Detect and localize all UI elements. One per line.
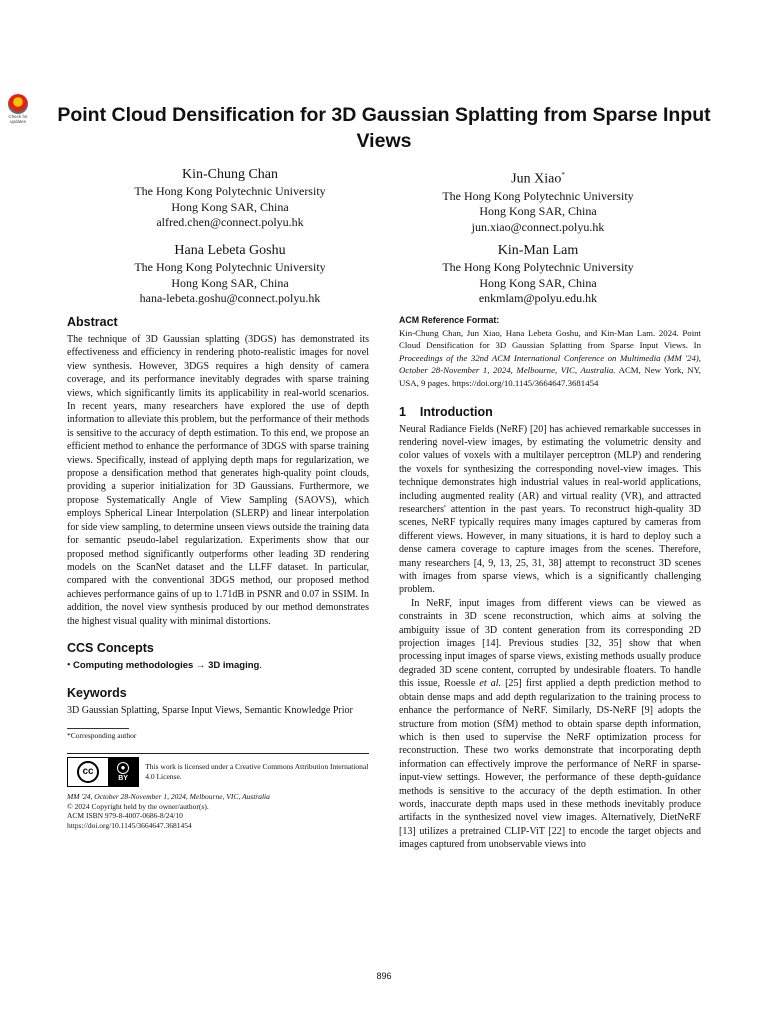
keywords-text: 3D Gaussian Splatting, Sparse Input Views, Semantic Knowledge Prior bbox=[67, 705, 353, 717]
creative-commons-by-logo[interactable] bbox=[67, 757, 139, 787]
ccs-bullet: • bbox=[67, 659, 71, 671]
ccs-item bbox=[67, 659, 369, 672]
abstract-heading: Abstract bbox=[67, 315, 118, 329]
acm-reference-heading: ACM Reference Format: bbox=[399, 315, 500, 325]
license-text: This work is licensed under a Creative Commons Attribution International 4.0 License. bbox=[145, 761, 369, 781]
introduction-paragraph-1: Neural Radiance Fields (NeRF) [20] has achieved remarkable successes in rendering novel-view images, by estimating the volumetric density and color values of voxels with a multilayer perceptron (MLP) and rendering the voxels for synthesizing the corresponding novel-view images. This technique demonstrates high industrial values in real-world applications, including augmented reality (AR) and virtual reality (VR), and attracted researchers' attention in the past years. To reconstruct high-quality 3D scenes, NeRF typically requires many images captured by cameras from different views. However, in many situations, it is hard to deploy such a dense camera coverage to capture images from the scenes. Therefore, many researchers [4, 9, 13, 25, 31, 38] attempt to reconstruct 3D scenes with images from sparse views, which is a significantly challenging problem. bbox=[399, 423, 701, 596]
author-name: Jun Xiao bbox=[511, 171, 562, 187]
ccs-concept: Computing methodologies → 3D imaging bbox=[73, 659, 260, 671]
acm-reference bbox=[399, 314, 701, 390]
license-divider bbox=[67, 753, 369, 754]
badge-text-line1: Check for bbox=[8, 114, 28, 119]
paper-title: Point Cloud Densification for 3D Gaussian Splatting from Sparse Input Views bbox=[57, 104, 711, 152]
author-affiliation: The Hong Kong Polytechnic University bbox=[134, 260, 326, 274]
author-email: enkmlam@polyu.edu.hk bbox=[478, 291, 598, 305]
author-name: Kin-Chung Chan bbox=[181, 167, 279, 182]
footnote-divider bbox=[67, 728, 129, 729]
author-name: Hana Lebeta Goshu bbox=[174, 243, 286, 258]
author-block bbox=[75, 166, 385, 231]
conference-venue: MM '24, October 28-November 1, 2024, Melbourne, VIC, Australia bbox=[67, 791, 270, 801]
author-affiliation: The Hong Kong Polytechnic University bbox=[442, 188, 634, 203]
corresponding-author-footnote: *Corresponding author bbox=[67, 730, 137, 740]
right-column bbox=[399, 314, 701, 852]
ccs-heading: CCS Concepts bbox=[67, 640, 154, 655]
author-name: Kin-Man Lam bbox=[497, 243, 579, 258]
left-column bbox=[67, 314, 369, 831]
intro-p2-text-b: [25] first applied a depth prediction method to obtain dense maps and add depth regularization to the training process to enhance the performance of NeRF. Similarly, DS-NeRF [9] adopts the structure from motion (SfM) method to obtain sparse depth information, which is then used to supervise the NeRF optimization process for reconstruction. These two works demonstrate that incorporating depth information can effectively improve the performance of NeRF in sparse-input-view settings. However, the performance of these depth-guidance methods is sensitive to the accuracy of the depth estimation. In other words, inaccurate depth maps used in these methods inevitably produce artifacts in the synthesized novel view images. Alternatively, DietNeRF [13] utilizes a pretrained CLIP-ViT [22] to encode the target objects and images captured from unobservable views into bbox=[399, 678, 701, 851]
check-for-updates-icon bbox=[8, 94, 28, 114]
intro-p2-text-a: In NeRF, input images from different views can be viewed as constraints in 3D scene reconstruction, which aims at solving the ambiguity issue of 3D content generation from its corresponding 2D projection images [14]. Previous studies [32, 35] show that when processing input images of sparse views, existing methods usually produce degraded 3D scene content, corrupted by undesirable floaters. To handle this issue, Roessle bbox=[399, 597, 701, 690]
author-region: Hong Kong SAR, China bbox=[171, 275, 289, 290]
author-block bbox=[75, 242, 385, 307]
author-block bbox=[383, 242, 693, 307]
author-email: jun.xiao@connect.polyu.hk bbox=[471, 219, 605, 234]
license-block bbox=[67, 757, 369, 787]
author-email: alfred.chen@connect.polyu.hk bbox=[156, 215, 304, 229]
attribution-person-icon: ● bbox=[117, 762, 129, 774]
corresponding-mark: * bbox=[561, 171, 565, 179]
author-affiliation: The Hong Kong Polytechnic University bbox=[442, 260, 634, 274]
author-region: Hong Kong SAR, China bbox=[479, 275, 597, 290]
page-number: 896 bbox=[376, 971, 392, 981]
doi-link[interactable]: https://doi.org/10.1145/3664647.3681454 bbox=[67, 821, 192, 831]
abstract-text: The technique of 3D Gaussian splatting (3DGS) has demonstrated its effectiveness and efficiency in rendering photo-realistic images for novel view synthesis. However, 3DGS requires a high density of camera coverage, and its performance inevitably degrades with sparse training views, which significantly limits its applicability in real-world scenarios. In recent years, many researchers have explored the use of depth information to alleviate this problem, but the performance of their methods is sensitive to the accuracy of depth estimation. To this end, we propose an efficient method to enhance the performance of 3DGS with sparse training views. Specifically, instead of applying depth maps for regularization, we propose a densification method that generates high-quality point clouds, providing a superior initialization for 3D Gaussians. Furthermore, we propose Systematically Angle of View Sampling (SAOVS), which employs Spherical Linear Interpolation (SLERP) and linear interpolation for side view sampling, to determine unseen views outside the training data for semantic pseudo-label regularization. Experiments show that our proposed method significantly outperforms other leading 3D rendering models on the ScanNet dataset and the LLFF dataset. In particular, compared with the conventional 3DGS method, our proposed method achieves performance gains of up to 1.71dB in PSNR and 0.07 in SSIM. In addition, the novel view synthesis produced by our method demonstrates the highest visual quality with minimal distortions. bbox=[67, 334, 369, 627]
author-region: Hong Kong SAR, China bbox=[479, 204, 597, 219]
badge-text-line2: updates bbox=[9, 119, 26, 124]
acm-reference-text: Kin-Chung Chan, Jun Xiao, Hana Lebeta Goshu, and Kin-Man Lam. 2024. Point Cloud Densification for 3D Gaussian Splatting from Sparse Input Views. In bbox=[399, 327, 701, 351]
introduction-heading: 1 Introduction bbox=[399, 404, 493, 419]
author-email: hana-lebeta.goshu@connect.polyu.hk bbox=[139, 291, 321, 305]
acm-reference-proceedings: Proceedings of the 32nd ACM International Conference on Multimedia (MM '24), October 28-November 1, 2024, Melbourne, VIC, Australia. bbox=[399, 352, 701, 376]
author-affiliation: The Hong Kong Polytechnic University bbox=[134, 184, 326, 198]
conference-info bbox=[67, 792, 369, 831]
copyright-line: © 2024 Copyright held by the owner/author(s). bbox=[67, 801, 209, 811]
ccs-suffix: . bbox=[259, 659, 262, 671]
cc-icon: cc bbox=[77, 761, 99, 783]
isbn-line: ACM ISBN 979-8-4007-0686-8/24/10 bbox=[67, 811, 183, 821]
author-region: Hong Kong SAR, China bbox=[171, 199, 289, 214]
check-for-updates-badge[interactable] bbox=[3, 94, 33, 126]
introduction-paragraph-2 bbox=[399, 597, 701, 852]
by-label: BY bbox=[118, 774, 128, 782]
intro-p2-etal: et al. bbox=[479, 678, 501, 690]
acm-reference-tail: ACM, New York, NY, USA, 9 pages. https://doi.org/10.1145/3664647.3681454 bbox=[399, 365, 701, 388]
author-block bbox=[383, 166, 693, 235]
keywords-heading: Keywords bbox=[67, 686, 127, 701]
